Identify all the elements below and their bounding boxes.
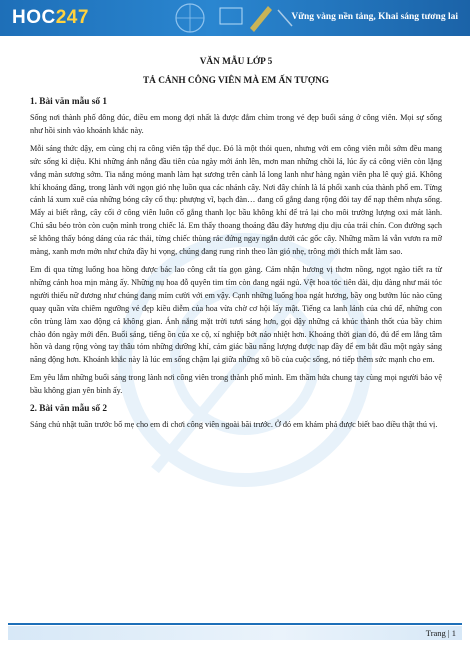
- site-logo: [12, 6, 89, 30]
- logo-number: 247: [55, 7, 89, 28]
- header-decoration-icon: [150, 0, 300, 36]
- footer-bar: [8, 626, 462, 640]
- paragraph-2: Mỗi sáng thức dậy, em cùng chị ra công viên tập thể dục. Đó là một thói quen, nhưng với em công viên mỗi sớm đều mang sức sống kì diệu. Khi những ánh nắng đầu tiên của ngày mới ánh lên, mơn man những chồi lá, lúc ấy cả công viên còn lặng vắng màn sương sớm. Tia nắng mỏng manh làm hạt sương trên cành lá long lanh như hàng ngàn viên pha lê quý giá. Không khí khoáng đãng, trong lành với ngọn gió nhẹ luồn qua các nhánh cây. Nơi đây chính là lá phổi xanh của thành phố em. Từng cánh lá xum xuê của những bóng cây cổ thụ: phượng vĩ, bạch đàn… đang cố gắng dang rộng đôi tay để nạp thêm nhựa sống. Mấy ai biết rằng, cây cối ở công viên luôn cố gắng thanh lọc bầu không khí để trả lại cho môi trường lượng oxi mát lành. Chú sâu béo tròn còn cuộn mình trong chiếc lá. Em thấy thoang thoảng đâu đây hương dịu dịu của trái chín. Con đường sạch sẽ không thấy bóng dáng của rác thải, từng chiếc thùng rác đứng ngay ngắn dưới các gốc cây. Những mầm lá vẫn vươn ra mỡ màng, xanh mơn mởn như chứa đầy hi vọng, chúng đang rung rinh theo làn gió nhẹ, trông mới thích mắt làm sao.: [30, 143, 442, 257]
- header-tagline: Vững vàng nền tảng, Khai sáng tương lai: [291, 12, 458, 22]
- document-title: VĂN MẪU LỚP 5: [199, 57, 273, 67]
- document-body: [30, 56, 442, 437]
- paragraph-1: Sống nơi thành phố đông đúc, điều em mong đợi nhất là được đắm chìm trong vẻ đẹp buổi sáng ở công viên. Mọi sự sống như hồi sinh vào khoảnh khắc này.: [30, 113, 442, 135]
- paragraph-3: Em đi qua từng luống hoa hồng được bác lao công cắt tỉa gọn gàng. Cảm nhận hương vị thơm nồng, ngọt ngào tiết ra từ những cánh hoa mịn màng ấy. Những nụ hoa đỗ quyên tim tím còn đang ngái ngủ. Vệt hoa tóc tiên dài, dịu dàng như mái tóc người thiếu nữ đương như chúng đang mỉm cười với em vậy. Cạnh những luống hoa ngát hương, bầy ong bướm lúc nào cũng quay quần vừa chiêm ngưỡng vẻ đẹp kiều diễm của hoa vừa chờ cơ hội lấy mật. Tiếng ca lanh lảnh của chú dế, những con côn trùng làm xao động cả không gian. Ánh nắng mặt trời tươi sáng hơn, gọi dậy những cả khúc thành thốt của bầy chim chào đón ngày mới đến. Buổi sáng, tiếng ồn của xe cộ, xí nghiệp bớt náo nhiệt hơn. Khoảng thời gian đó, đủ để em lắng tâm hồn và dang rộng vòng tay thâu tóm những dưỡng khí, cảm giác bầu năng lượng được nạp đầy để em bắt đầu một ngày sảng năng động hơn. Khoảnh khắc này là lúc em sống chậm lại giữa những xô bồ của cuộc sống, nó tiếp thêm sức mạnh cho em.: [30, 264, 442, 365]
- section-2-paragraph: Sáng chủ nhật tuần trước bố mẹ cho em đi chơi công viên ngoài bãi trước. Ở đó em khám phá được biết bao điều thật thú vị.: [30, 420, 438, 430]
- paragraph-4: Em yêu lắm những buổi sáng trong lành nơi công viên trong thành phố mình. Em thầm hứa chung tay cùng mọi người bảo vệ bầu không gian yên bình ấy.: [30, 373, 442, 396]
- page-number: Trang | 1: [425, 628, 456, 638]
- section-2-heading: 2. Bài văn mẫu số 2: [30, 404, 107, 415]
- footer-divider: [8, 623, 462, 625]
- logo-text: HOC: [12, 7, 56, 28]
- page-header: [0, 0, 470, 36]
- section-1-heading: 1. Bài văn mẫu số 1: [30, 97, 107, 107]
- document-subtitle: TẢ CẢNH CÔNG VIÊN MÀ EM ẤN TƯỢNG: [142, 76, 330, 86]
